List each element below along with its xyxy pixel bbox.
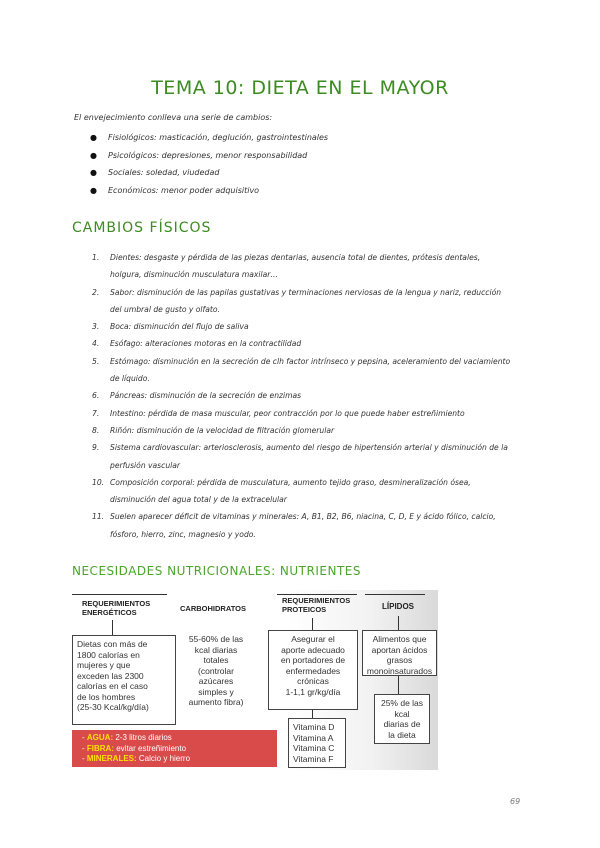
item-text: Suelen aparecer déficit de vitaminas y minerales: A, B1, B2, B6, niacina, C, D, E y ácido fólico, calcio,	[110, 512, 496, 522]
dash-bullet: -	[82, 754, 87, 763]
item-text-continued: disminución del agua total y de la extracelular	[110, 495, 287, 505]
box-line: 25% de las	[380, 698, 424, 708]
item-value: 2-3 litros diarios	[113, 733, 172, 742]
item-key: FIBRA:	[86, 743, 114, 753]
item-text: Páncreas: disminución de la secreción de enzimas	[110, 391, 302, 401]
box-line: azúcares	[198, 676, 234, 686]
list-item: ● Fisiológicos: masticación, deglución, gastrointestinales	[90, 129, 328, 147]
box-line: exceden las 2300	[77, 670, 144, 681]
item-text-continued: fósforo, hierro, zinc, magnesio y yodo.	[110, 529, 256, 539]
list-item	[92, 335, 532, 352]
red-box-item	[82, 754, 271, 765]
box-line: aumento fibra)	[188, 697, 244, 707]
box-line: monoinsaturados	[366, 665, 433, 676]
item-number: 9.	[92, 443, 100, 453]
energy-header: REQUERIMIENTOS ENERGÉTICOS	[82, 599, 151, 617]
box-line: aporte adecuado	[281, 644, 345, 655]
carbs-text	[180, 634, 252, 708]
item-value: evitar estreñimiento	[114, 743, 187, 753]
item-text-continued: perfusión vascular	[110, 460, 181, 470]
box-line: 1800 calorías en	[77, 649, 140, 660]
item-number: 4.	[92, 339, 100, 349]
protein-header: REQUERIMIENTOS PROTEICOS	[282, 596, 351, 614]
carbs-header: CARBOHIDRATOS	[180, 604, 246, 613]
box-line: crónicas	[297, 676, 329, 686]
item-text: Intestino: pérdida de masa muscular, peor contracción por lo que puede haber estreñimiento	[110, 408, 465, 418]
box-line: Vitamina D	[293, 722, 335, 732]
list-item: ● Psicológicos: depresiones, menor responsabilidad	[90, 147, 328, 165]
item-number: 6.	[92, 391, 100, 401]
box-line: calorías en el caso	[77, 681, 148, 691]
box-line: mujeres y que	[77, 660, 131, 670]
box-line: (25-30 Kcal/kg/día)	[77, 702, 149, 712]
item-number: 7.	[92, 408, 100, 418]
item-key: MINERALES:	[86, 754, 137, 763]
lipids-header: LÍPIDOS	[382, 602, 415, 611]
list-item	[92, 249, 532, 284]
red-box-item	[82, 744, 271, 755]
item-number: 2.	[92, 287, 100, 297]
box-line: en portadores de	[280, 655, 346, 665]
box-line: 55-60% de las	[188, 634, 244, 644]
dash-bullet: -	[82, 743, 87, 753]
section-heading-nutritional-needs: NECESIDADES NUTRICIONALES: NUTRIENTES	[72, 564, 361, 578]
item-text: Sabor: disminución de las papilas gustativas y terminaciones nerviosas de la lengua y nariz, reducción	[110, 287, 502, 297]
energy-box	[72, 635, 176, 725]
item-key: AGUA:	[86, 733, 114, 742]
box-line: la dieta	[388, 729, 416, 740]
list-item	[92, 474, 532, 509]
box-line: Asegurar el	[291, 634, 335, 644]
list-item: ● Sociales: soledad, viudedad	[90, 164, 328, 182]
list-item	[92, 508, 532, 543]
lipids-percent-box	[374, 694, 430, 744]
item-text: Dientes: desgaste y pérdida de las piezas dentarias, ausencia total de dientes, prótesis dentales,	[110, 253, 481, 262]
physical-changes-list	[92, 249, 532, 543]
water-fiber-minerals-box	[72, 730, 277, 767]
box-line: Dietas con más de	[77, 639, 148, 649]
item-number: 5.	[92, 356, 100, 366]
dash-bullet: -	[82, 733, 87, 742]
item-text-continued: del umbral de gusto y olfato.	[110, 304, 220, 314]
list-item: ● Económicos: menor poder adquisitivo	[90, 182, 328, 200]
list-item	[92, 353, 532, 388]
box-line: (controlar	[198, 665, 234, 676]
item-text: Riñón: disminución de la velocidad de filtración glomerular	[110, 425, 335, 435]
box-line: Vitamina A	[293, 732, 334, 743]
connector-line	[398, 676, 399, 694]
list-item	[92, 405, 532, 422]
connector-line	[398, 616, 399, 630]
protein-box	[268, 630, 358, 710]
divider	[365, 594, 425, 595]
item-number: 3.	[92, 322, 100, 332]
item-text: Composición corporal: pérdida de musculatura, aumento tejido graso, desmineralización ósea,	[110, 477, 471, 487]
nutrients-diagram	[72, 590, 438, 770]
item-number: 8.	[92, 425, 100, 435]
item-text: Esófago: alteraciones motoras en la contractilidad	[110, 339, 302, 349]
changes-bullet-list	[90, 129, 328, 199]
item-number: 1.	[92, 253, 100, 262]
box-line: totales	[203, 655, 229, 665]
connector-line	[112, 620, 113, 635]
item-text: Boca: disminución del flujo de saliva	[110, 322, 249, 332]
box-line: simples y	[198, 686, 234, 697]
box-line: Vitamina F	[293, 753, 334, 764]
item-number: 10.	[92, 477, 105, 487]
intro-text: El envejecimiento conlleva una serie de cambios:	[74, 113, 273, 122]
box-line: aportan ácidos	[371, 644, 428, 655]
item-text-continued: holgura, disminución musculatura maxilar…	[110, 270, 279, 280]
list-item	[92, 422, 532, 439]
section-heading-physical-changes: CAMBIOS FÍSICOS	[72, 220, 212, 236]
connector-line	[312, 618, 313, 630]
divider	[277, 594, 357, 595]
box-line: Vitamina C	[293, 743, 335, 753]
box-line: diarias de	[383, 719, 421, 729]
page-title: TEMA 10: DIETA EN EL MAYOR	[151, 77, 449, 99]
item-value: Calcio y hierro	[136, 754, 191, 763]
lipids-box	[362, 630, 437, 676]
connector-line	[312, 710, 313, 718]
list-item	[92, 439, 532, 474]
box-line: grasos	[386, 655, 413, 665]
item-text-continued: de líquido.	[110, 374, 150, 384]
box-line: kcal diarias	[194, 644, 238, 655]
page-number: 69	[510, 797, 521, 806]
box-line: 1-1,1 gr/kg/día	[285, 686, 341, 697]
item-text: Estómago: disminución en la secreción de clh factor intrínseco y pepsina, aceleramiento del vaciamiento	[110, 356, 511, 366]
red-box-item	[82, 733, 271, 744]
list-item	[92, 387, 532, 404]
list-item	[92, 318, 532, 335]
divider	[72, 594, 167, 595]
box-line: Alimentos que	[372, 634, 427, 644]
box-line: kcal	[394, 708, 410, 719]
vitamins-box	[288, 718, 346, 768]
box-line: de los hombres	[77, 691, 136, 702]
item-text: Sistema cardiovascular: arteriosclerosis, aumento del riesgo de hipertensión arterial y disminución de la	[110, 443, 508, 453]
box-line: enfermedades	[285, 665, 341, 676]
list-item	[92, 284, 532, 319]
item-number: 11.	[92, 512, 105, 522]
